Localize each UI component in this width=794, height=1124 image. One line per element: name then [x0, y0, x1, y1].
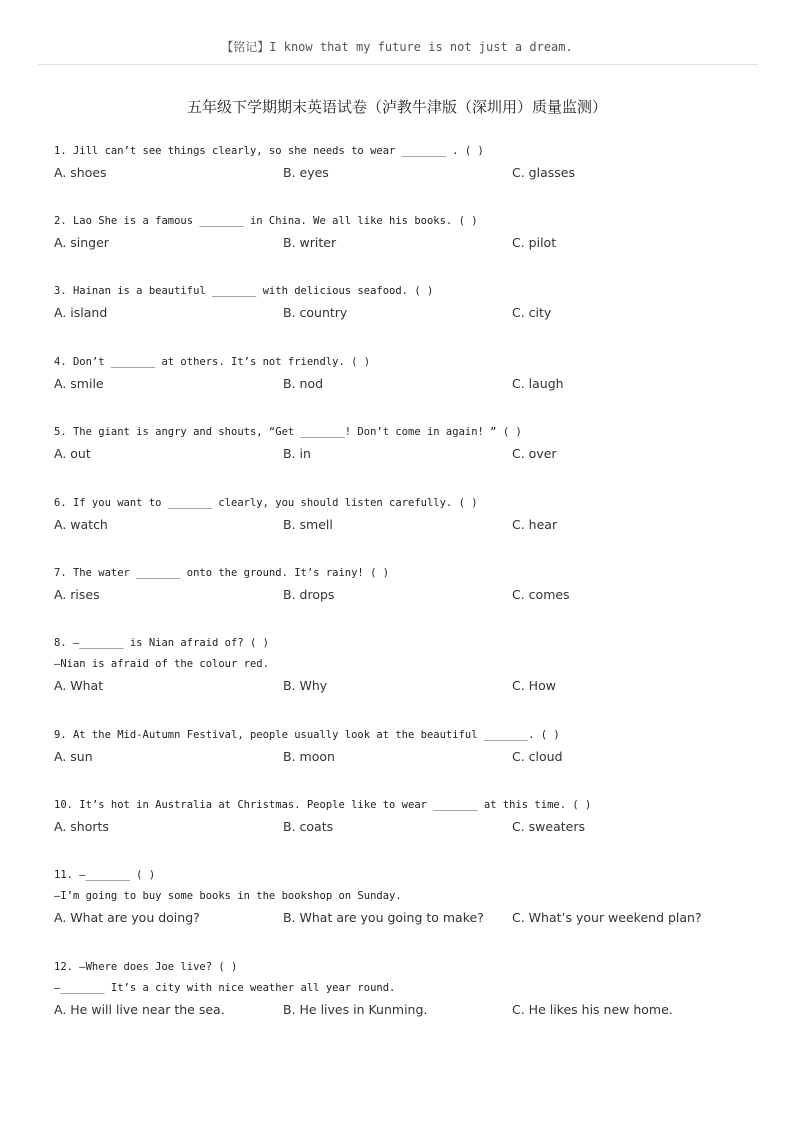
question-4 [54, 355, 754, 392]
option-a: A. out [54, 446, 91, 461]
option-a: A. He will live near the sea. [54, 1002, 225, 1017]
option-a: A. singer [54, 235, 109, 250]
option-b: B. country [283, 305, 348, 320]
question-stem: 6. If you want to _______ clearly, you should listen carefully. ( ) [54, 497, 478, 509]
option-b: B. writer [283, 235, 337, 250]
question-stem: 4. Don’t _______ at others. It’s not friendly. ( ) [54, 356, 371, 368]
question-stem: 11. —_______ ( ) [54, 869, 156, 881]
option-c: C. cloud [512, 749, 563, 764]
option-a: A. sun [54, 749, 93, 764]
option-b: B. Why [283, 678, 328, 693]
option-b: B. eyes [283, 165, 329, 180]
option-a: A. shorts [54, 819, 109, 834]
answer-options [54, 587, 754, 603]
question-10 [54, 798, 754, 835]
question-stem: 3. Hainan is a beautiful _______ with delicious seafood. ( ) [54, 285, 434, 297]
option-b: B. He lives in Kunming. [283, 1002, 428, 1017]
option-a: A. island [54, 305, 108, 320]
option-c: C. laugh [512, 376, 564, 391]
option-b: B. moon [283, 749, 335, 764]
option-c: C. comes [512, 587, 570, 602]
option-c: C. glasses [512, 165, 575, 180]
answer-options [54, 1002, 754, 1018]
answer-options [54, 446, 754, 462]
answer-options [54, 305, 754, 321]
option-a: A. What are you doing? [54, 910, 200, 925]
question-5 [54, 425, 754, 462]
answer-options [54, 376, 754, 392]
question-stem: 1. Jill can’t see things clearly, so she needs to wear _______ . ( ) [54, 145, 484, 157]
question-6 [54, 496, 754, 533]
option-a: A. rises [54, 587, 100, 602]
exam-title: 五年级下学期期末英语试卷（泸教牛津版（深圳用）质量监测） [186, 98, 607, 116]
question-7 [54, 566, 754, 603]
answer-options [54, 517, 754, 533]
question-stem: 7. The water _______ onto the ground. It’s rainy! ( ) [54, 567, 390, 579]
option-c: C. How [512, 678, 556, 693]
option-a: A. What [54, 678, 104, 693]
question-stem: 9. At the Mid-Autumn Festival, people usually look at the beautiful _______. ( ) [54, 729, 560, 741]
option-a: A. watch [54, 517, 108, 532]
answer-options [54, 819, 754, 835]
option-b: B. smell [283, 517, 333, 532]
answer-options [54, 235, 754, 251]
option-c: C. What’s your weekend plan? [512, 910, 702, 925]
answer-options [54, 165, 754, 181]
option-b: B. coats [283, 819, 334, 834]
question-1 [54, 144, 754, 181]
question-stem-response: —I’m going to buy some books in the bookshop on Sunday. [54, 890, 402, 902]
answer-options [54, 678, 754, 694]
question-8 [54, 636, 754, 694]
option-a: A. shoes [54, 165, 107, 180]
option-c: C. He likes his new home. [512, 1002, 673, 1017]
option-b: B. What are you going to make? [283, 910, 484, 925]
question-stem-response: —_______ It’s a city with nice weather all year round. [54, 982, 396, 994]
question-11 [54, 868, 754, 926]
option-c: C. city [512, 305, 552, 320]
option-b: B. in [283, 446, 311, 461]
question-9 [54, 728, 754, 765]
option-c: C. over [512, 446, 557, 461]
header-divider [38, 64, 758, 65]
option-b: B. nod [283, 376, 324, 391]
question-stem: 5. The giant is angry and shouts, “Get _______! Don’t come in again! ” ( ) [54, 426, 522, 438]
option-b: B. drops [283, 587, 335, 602]
option-a: A. smile [54, 376, 104, 391]
question-stem: 12. —Where does Joe live? ( ) [54, 961, 238, 973]
question-stem: 2. Lao She is a famous _______ in China. We all like his books. ( ) [54, 215, 478, 227]
answer-options [54, 749, 754, 765]
question-stem: 8. —_______ is Nian afraid of? ( ) [54, 637, 269, 649]
option-c: C. hear [512, 517, 558, 532]
question-stem: 10. It’s hot in Australia at Christmas. People like to wear _______ at this time. ( ) [54, 799, 592, 811]
option-c: C. pilot [512, 235, 557, 250]
question-2 [54, 214, 754, 251]
answer-options [54, 910, 754, 926]
option-c: C. sweaters [512, 819, 586, 834]
question-3 [54, 284, 754, 321]
page-header-motto: 【铭记】I know that my future is not just a dream. [221, 40, 573, 54]
question-12 [54, 960, 754, 1018]
question-stem-response: —Nian is afraid of the colour red. [54, 658, 269, 670]
